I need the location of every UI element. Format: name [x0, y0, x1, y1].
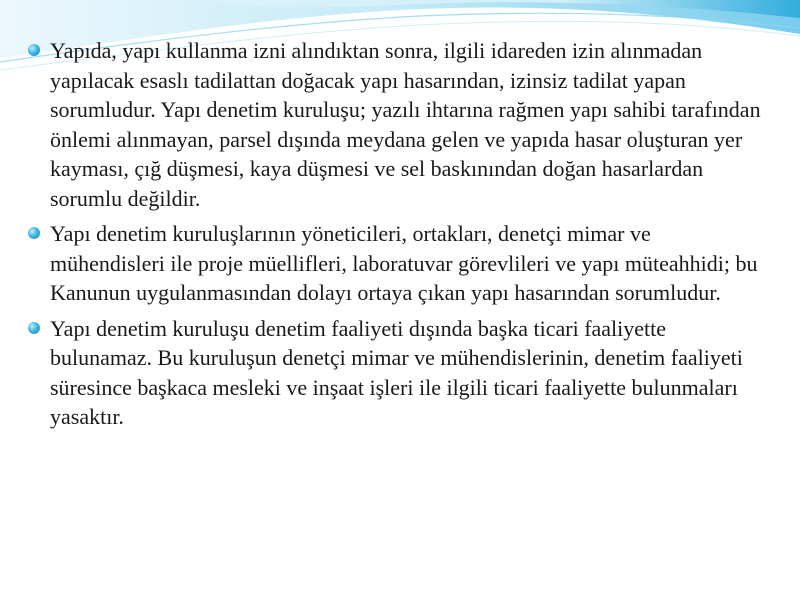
bullet-item [28, 36, 768, 213]
bullet-item [28, 219, 768, 308]
bullet-text: Yapıda, yapı kullanma izni alındıktan sonra, ilgili idareden izin alınmadan yapılacak esaslı tadilattan doğacak yapı hasarından, izinsiz tadilat yapan sorumludur. Yapı denetim kuruluşu; yazılı ihtarına rağmen yapı sahibi tarafından önlemi alınmayan, parsel dışında meydana gelen ve yapıda hasar oluşturan yer kayması, çığ düşmesi, kaya düşmesi ve sel baskınından doğan hasarlardan sorumlu değildir. [50, 38, 761, 211]
bullet-dot-icon [28, 322, 40, 334]
slide-content [28, 36, 768, 438]
bullet-dot-icon [28, 44, 40, 56]
bullet-item [28, 314, 768, 432]
bullet-text: Yapı denetim kuruluşu denetim faaliyeti dışında başka ticari faaliyette bulunamaz. Bu kuruluşun denetçi mimar ve mühendislerinin, denetim faaliyeti süresince başkaca mesleki ve inşaat işleri ile ilgili ticari faaliyette bulunmaları yasaktır. [50, 315, 743, 429]
bullet-text: Yapı denetim kuruluşlarının yöneticileri, ortakları, denetçi mimar ve mühendisleri ile proje müellifleri, laboratuvar görevlileri ve yapı müteahhidi; bu Kanunun uygulanmasından dolayı ortaya çıkan yapı hasarından sorumludur. [50, 221, 758, 305]
bullet-dot-icon [28, 227, 40, 239]
